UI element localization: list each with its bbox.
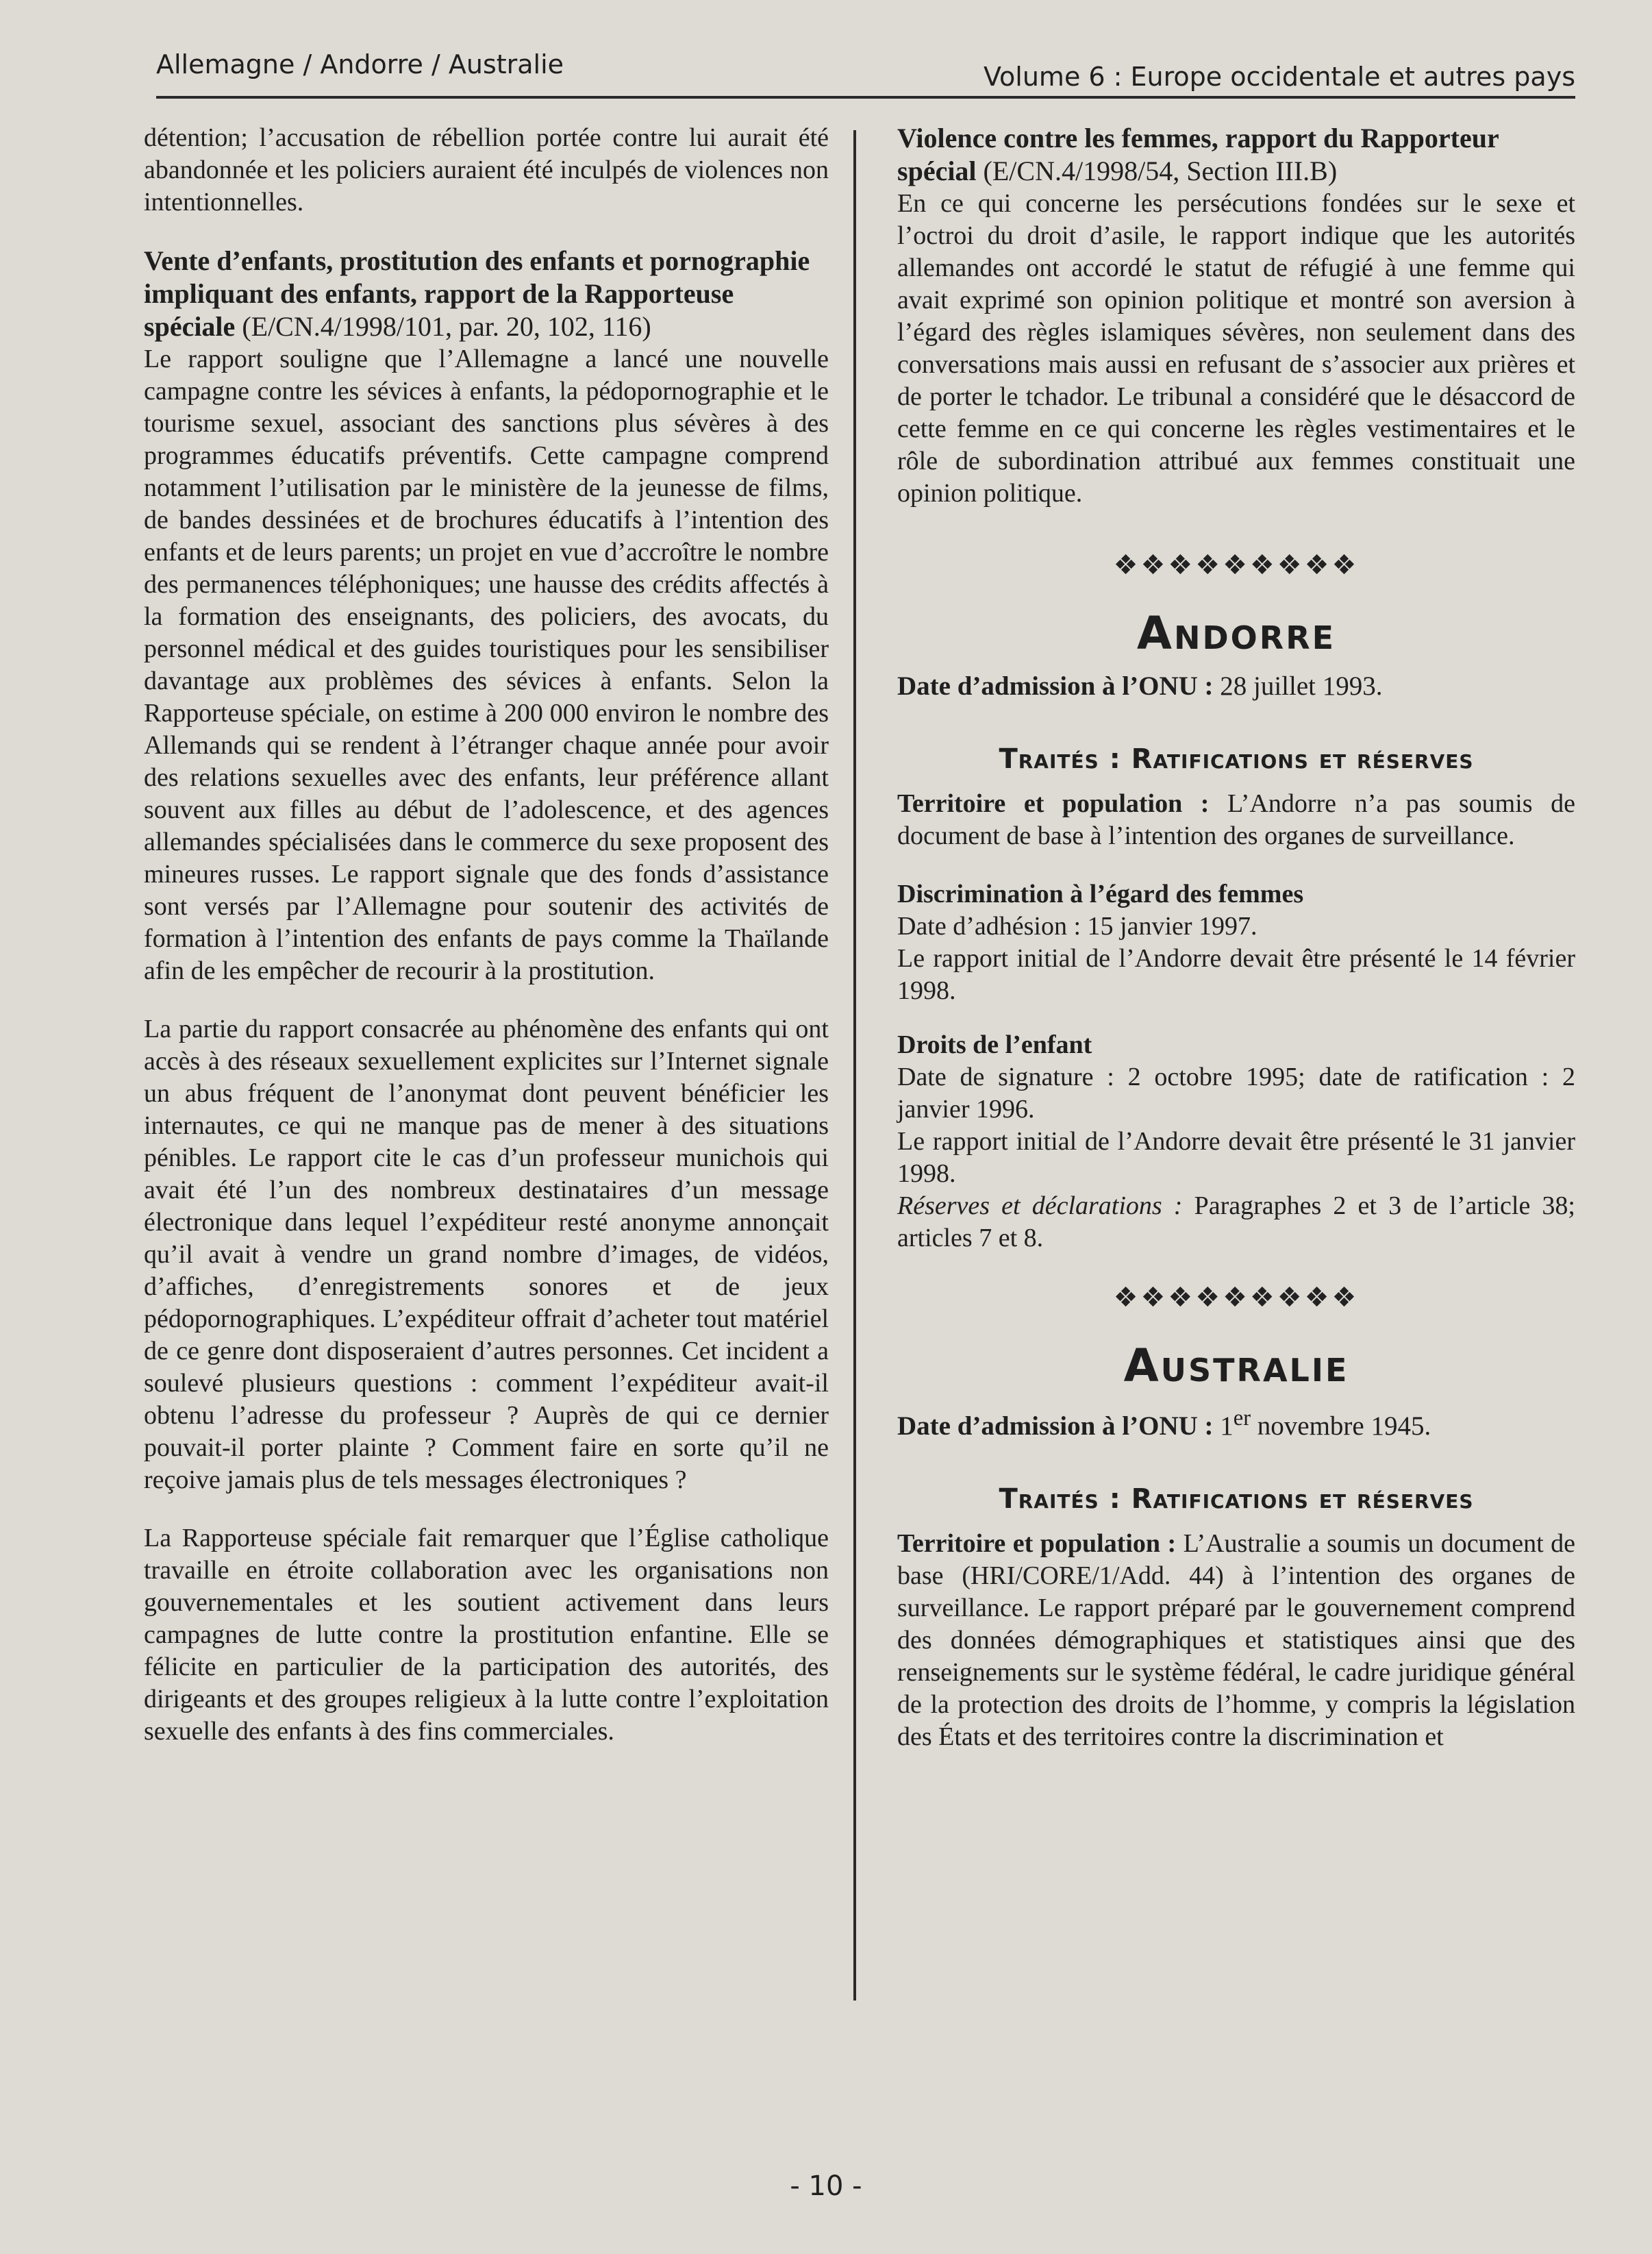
australie-admission-label: Date d’admission à l’ONU : [897,1411,1214,1441]
australie-admission-sup: er [1233,1406,1251,1431]
section-title-violence-femmes [897,122,1575,188]
andorre-treaties-subhead: Traités : Ratifications et réserves [999,743,1474,775]
andorre-admission [897,670,1575,702]
section-reference: (E/CN.4/1998/101, par. 20, 102, 116) [235,311,651,342]
country-heading-australie: Australie [1123,1339,1349,1392]
violence-reference: (E/CN.4/1998/54, Section III.B) [976,156,1338,186]
left-column [144,122,829,1774]
australie-territoire-text: L’Australie a soumis un document de base (HRI/CORE/1/Add. 44) à l’intention des organes de surveillance. Le rapport préparé par le gouvernement comprend des données démographiques et statistiques ainsi que des renseignements sur le système fédéral, le cadre juridique général de la protection des droits de l’homme, y compris la législation des États et des territoires contre la discrimination et [897,1529,1575,1751]
andorre-reserves [897,1190,1575,1254]
andorre-discrimination-line-1: Date d’adhésion : 15 janvier 1997. [897,912,1257,941]
andorre-territoire-label: Territoire et population : [897,789,1210,818]
violence-paragraph: En ce qui concerne les persécutions fondées sur le sexe et l’octroi du droit d’asile, le rapport indique que les autorités allemandes ont accordé le statut de réfugié à une femme qui avait exprimé son opinion politique et montré son aversion à l’égard des règles islamiques sévères, non seulement dans des conversations mais aussi en refusant de s’associer aux prières et de porter le tchador. Le tribunal a considéré que le désaccord de cette femme en ce qui concerne les règles vestimentaires et le rôle de subordination attribué aux femmes constituait une opinion politique. [897,189,1575,508]
andorre-discrimination-title: Discrimination à l’égard des femmes [897,880,1304,908]
andorre-territoire [897,788,1575,852]
australie-territoire [897,1528,1575,1753]
australie-territoire-label: Territoire et population : [897,1529,1177,1558]
andorre-discrimination-line-2: Le rapport initial de l’Andorre devait être présenté le 14 février 1998. [897,944,1575,1005]
column-divider [853,130,856,2001]
page-number: - 10 - [790,2170,862,2202]
andorre-reserves-text: Paragraphes 2 et 3 de l’article 38; articles 7 et 8. [897,1191,1575,1252]
andorre-enfant-line-2: Le rapport initial de l’Andorre devait être présenté le 31 janvier 1998. [897,1127,1575,1188]
australie-admission-rest: novembre 1945. [1251,1411,1431,1441]
andorre-territoire-text: L’Andorre n’a pas soumis de document de base à l’intention des organes de surveillance. [897,789,1575,850]
section-title-text: Vente d’enfants, prostitution des enfants et pornographie impliquant des enfants, rapport de la Rapporteuse spéciale [144,245,810,342]
andorre-admission-label: Date d’admission à l’ONU : [897,671,1214,701]
diamond-separator-2: ❖❖❖❖❖❖❖❖❖ [1113,1282,1360,1313]
intro-paragraph: détention; l’accusation de rébellion portée contre lui aurait été abandonnée et les policiers auraient été inculpés de violences non intentionnelles. [144,123,829,216]
diamond-separator-1: ❖❖❖❖❖❖❖❖❖ [1113,549,1360,581]
andorre-reserves-label: Réserves et déclarations : [897,1191,1183,1220]
header-volume: Volume 6 : Europe occidentale et autres pays [984,62,1575,92]
andorre-enfant-title: Droits de l’enfant [897,1030,1092,1059]
header-countries: Allemagne / Andorre / Australie [156,49,564,79]
running-header [156,41,1575,99]
australie-admission-day: 1 [1213,1411,1234,1441]
body-paragraph-1: Le rapport souligne que l’Allemagne a lancé une nouvelle campagne contre les sévices à enfants, la pédopornographie et le tourisme sexuel, associant des sanctions plus sévères à des programmes éducatifs préventifs. Cette campagne comprend notamment l’utilisation par le ministère de la jeunesse de films, de bandes dessinées et de brochures éducatifs à l’intention des enfants et de leurs parents; un projet en vue d’accroître le nombre des permanences téléphoniques; une hausse des crédits affectés à la formation des enseignants, des policiers, des avocats, du personnel médical et des guides touristiques pour les sensibiliser davantage aux problèmes des sévices à enfants. Selon la Rapporteuse spéciale, on estime à 200 000 environ le nombre des Allemands qui se rendent à l’étranger chaque année pour avoir des relations sexuelles avec des enfants, leur préférence allant souvent aux filles au début de l’adolescence, et des agences allemandes spécialisées dans le commerce du sexe proposent des mineures russes. Le rapport signale que des fonds d’assistance sont versés par l’Allemagne pour soutenir des activités de formation à l’intention des enfants de pays comme la Thaïlande afin de les empêcher de recourir à la prostitution. [144,345,829,985]
right-column [897,122,1575,1779]
body-paragraph-2: La partie du rapport consacrée au phénomène des enfants qui ont accès à des réseaux sexuellement explicites sur l’Internet signale un abus fréquent de l’anonymat dont peuvent bénéficier les internautes, ce qui ne manque pas de mener à des situations pénibles. Le rapport cite le cas d’un professeur munichois qui avait été l’un des nombreux destinataires d’un message électronique dans lequel l’expéditeur resté anonyme annonçait qu’il avait à vendre un grand nombre d’images, de vidéos, d’affiches, d’enregistrements sonores et de jeux pédopornographiques. L’expéditeur offrait d’acheter tout matériel de ce genre dont disposeraient d’autres personnes. Cet incident a soulevé plusieurs questions : comment l’expéditeur avait-il obtenu l’adresse du professeur ? Auprès de qui ce dernier pouvait-il porter plainte ? Comment faire en sorte qu’il ne reçoive jamais plus de tels messages électroniques ? [144,1015,829,1494]
andorre-discrimination-block [897,878,1575,1007]
andorre-admission-date: 28 juillet 1993. [1213,671,1383,701]
body-paragraph-3: La Rapporteuse spéciale fait remarquer que l’Église catholique travaille en étroite collaboration avec les organisations non gouvernementales et les soutient activement dans leurs campagnes de lutte contre la prostitution enfantine. Elle se félicite en particulier de la participation des autorités, des dirigeants et des groupes religieux à la lutte contre l’exploitation sexuelle des enfants à des fins commerciales. [144,1524,829,1746]
section-title-vente-enfants [144,245,829,343]
australie-treaties-subhead: Traités : Ratifications et réserves [999,1483,1474,1515]
andorre-enfant-line-1: Date de signature : 2 octobre 1995; date de ratification : 2 janvier 1996. [897,1063,1575,1124]
australie-admission [897,1402,1575,1442]
violence-title-text: Violence contre les femmes, rapport du Rapporteur spécial [897,123,1499,186]
andorre-enfant-block [897,1029,1575,1254]
country-heading-andorre: Andorre [1136,607,1336,660]
